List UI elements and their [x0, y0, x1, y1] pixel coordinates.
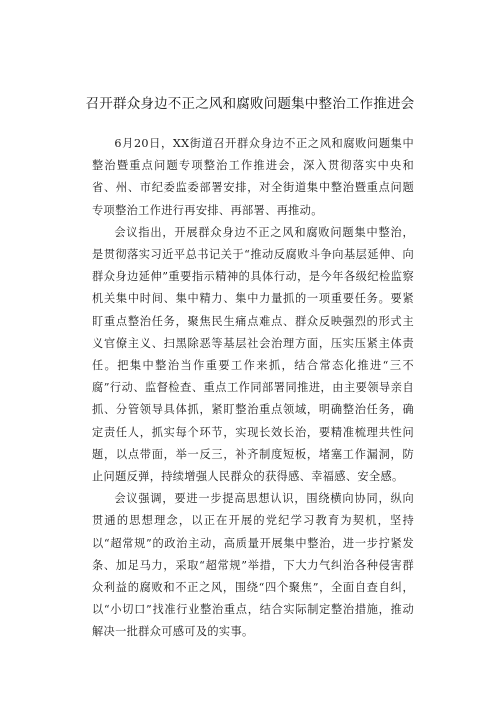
paragraph-2: 会议指出，开展群众身边不正之风和腐败问题集中整治，是贯彻落实习近平总书记关于“推动反腐败斗争向基层延伸、向群众身边延伸”重要指示精神的具体行动，是今年各级纪检监察机关集中时间、集中精力、集中力量抓的一项重要任务。要紧盯重点整治任务，聚焦民生痛点难点、群众反映强烈的形式主义官僚主义、扫黑除恶等基层社会治理方面，压实压紧主体责任。把集中整治当作重要工作来抓，结合常态化推进“三不腐”行动、监督检查、重点工作同部署同推进，由主要领导亲自抓、分管领导具体抓，紧盯整治重点领域，明确整治任务，确定责任人，抓实每个环节，实现长效长治，要精准梳理共性问题，以点带面，举一反三，补齐制度短板，堵塞工作漏洞，防止问题反弹，持续增强人民群众的获得感、幸福感、安全感。 — [92, 225, 414, 484]
paragraph-3: 会议强调，要进一步提高思想认识，围绕横向协同，纵向贯通的思想理念，以正在开展的党纪学习教育为契机，坚持以“超常规”的政治主动，高质量开展集中整治，进一步拧紧发条、加足马力，采取“超常规”举措，下大力气纠治各种侵害群众利益的腐败和不正之风，围绕“四个聚焦”，全面自查自纠，以“小切口”找准行业整治重点，结合实际制定整治措施，推动解决一批群众可感可及的实事。 — [92, 492, 414, 639]
document-body — [92, 133, 414, 644]
document-title: 召开群众身边不正之风和腐败问题集中整治工作推进会 — [85, 96, 415, 112]
paragraph-1: 6月20日，XX街道召开群众身边不正之风和腐败问题集中整治暨重点问题专项整治工作推进会，深入贯彻落实中央和省、州、市纪委监委部署安排，对全街道集中整治暨重点问题专项整治工作进行再安排、再部署、再推动。 — [92, 137, 414, 217]
